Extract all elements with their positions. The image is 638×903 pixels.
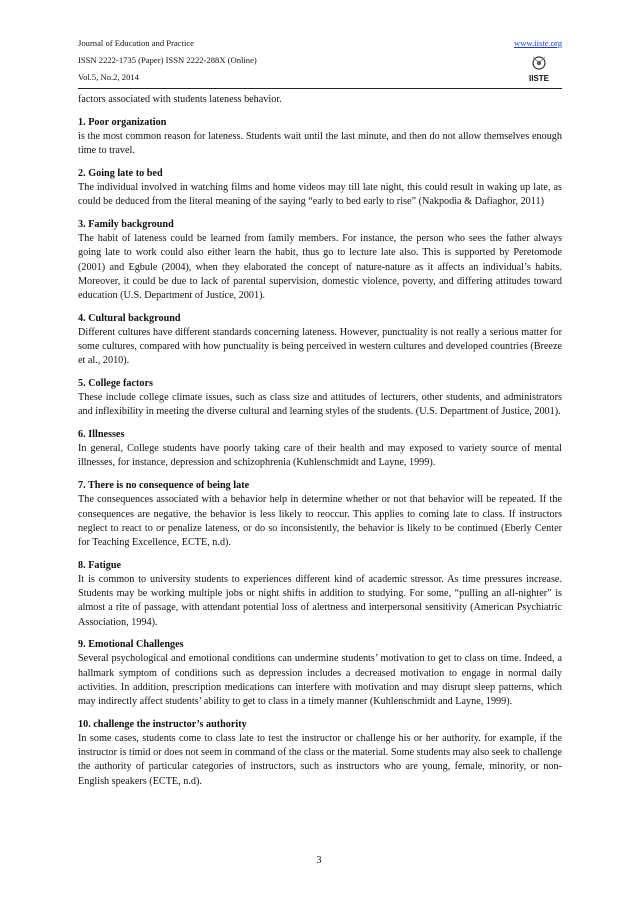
iiste-logo [524, 53, 554, 85]
section-text: In general, College students have poorly taking care of their health and may exposed to variety source of mental illnesses, for instance, depression and schizophrenia (Kuhlenschmidt and Layne, 1999). [78, 443, 562, 469]
section-heading: 4. Cultural background [78, 312, 181, 324]
section-college-factors [78, 377, 562, 420]
volume-line: Vol.5, No.2, 2014 [78, 72, 139, 82]
section-heading: 9. Emotional Challenges [78, 639, 184, 651]
section-family-background [78, 218, 562, 303]
section-text: The individual involved in watching films and home videos may till late night, this could result in waking up late, as could be deduced from the literal meaning of the saying “early to bed early to rise” (Nakpodia & Dafiaghor, 2011) [78, 182, 562, 208]
section-heading: 6. Illnesses [78, 429, 125, 441]
intro-paragraph: factors associated with students lateness behavior. [78, 94, 282, 105]
section-heading: 2. Going late to bed [78, 167, 163, 179]
section-text: These include college climate issues, such as class size and attitudes of lecturers, other students, and administrators and inflexibility in meeting the diverse cultural and learning styles of the students. (U.S. Department of Justice, 2001). [78, 392, 562, 418]
section-text: Different cultures have different standards concerning lateness. However, punctuality is not really a serious matter for some cultures, compared with how punctuality is being perceived in western cultures and developed countries (Breeze et al., 2010). [78, 326, 562, 367]
section-poor-organization [78, 116, 562, 159]
section-heading: 7. There is no consequence of being late [78, 480, 250, 492]
section-emotional-challenges [78, 638, 562, 709]
article-body [78, 93, 562, 797]
section-text: The habit of lateness could be learned from family members. For instance, the person who sees the father always going late to work could also either learn the habit, thus go to lecture late also. This is supported by Peretomode (2001) and Egbule (2004), when they elaborated the concept of nature-nature as it affects an individual’s habits. Moreover, it could be due to lack of parental supervision, domestic violence, poverty, and differing attitudes toward education (U.S. Department of Justice, 2001). [78, 233, 562, 301]
section-text: Several psychological and emotional conditions can undermine students’ motivation to get to class on time. Indeed, a hallmark symptom of conditions such as depression includes a decreased motivation to engage in normal daily activities. In addition, prescription medications can interfere with motivation and may disrupt sleep patterns, which may indirectly affect students’ ability to get to class in a timely manner (Kuhlenschmidt and Layne, 1999). [78, 653, 562, 708]
section-illnesses [78, 428, 562, 471]
page-number: 3 [316, 855, 322, 866]
issn-line: ISSN 2222-1735 (Paper) ISSN 2222-288X (Online) [78, 55, 257, 65]
section-text: The consequences associated with a behavior help in determine whether or not that behavior will be repeated. If the consequences are negative, the behavior is less likely to reoccur. This applies to coming late to class. If instructors neglect to react to or penalize lateness, or do so inconsistently, the behavior is likely to be continued (Eberly Center for Teaching Excellence, ECTE, n.d). [78, 494, 562, 548]
section-instructor-authority [78, 718, 562, 789]
section-heading: 10. challenge the instructor’s authority [78, 718, 247, 730]
logo-text: IISTE [528, 74, 550, 83]
section-heading: 8. Fatigue [78, 559, 122, 571]
section-fatigue [78, 559, 562, 630]
section-heading: 3. Family background [78, 218, 174, 230]
journal-website-link[interactable]: www.iiste.org [514, 38, 562, 48]
journal-name: Journal of Education and Practice [78, 38, 194, 48]
section-text: It is common to university students to experiences different kind of academic stressor. As time pressures increase. Students may be working multiple jobs or night shifts in addition to studying. For some, “pulling an all-nighter” is almost a rite of passage, with attendant potential loss of alertness and interpersonal sensitivity (American Psychiatric Association, 1994). [78, 573, 562, 628]
section-heading: 1. Poor organization [78, 116, 167, 128]
section-cultural-background [78, 312, 562, 369]
section-no-consequence [78, 479, 562, 550]
section-heading: 5. College factors [78, 377, 153, 389]
header-rule [78, 88, 562, 89]
page-header [78, 30, 562, 88]
section-text: In some cases, students come to class late to test the instructor or challenge his or her authority. for example, if the instructor is timid or does not seem in command of the class or the material. Some students may also seek to challenge the authority of particular categories of instructors, such as instructors who are young, female, minority, or non-English speakers (ECTE, n.d). [78, 732, 562, 787]
section-going-late-to-bed [78, 167, 562, 210]
section-text: is the most common reason for lateness. Students wait until the last minute, and then do not allow themselves enough time to travel. [78, 130, 562, 157]
